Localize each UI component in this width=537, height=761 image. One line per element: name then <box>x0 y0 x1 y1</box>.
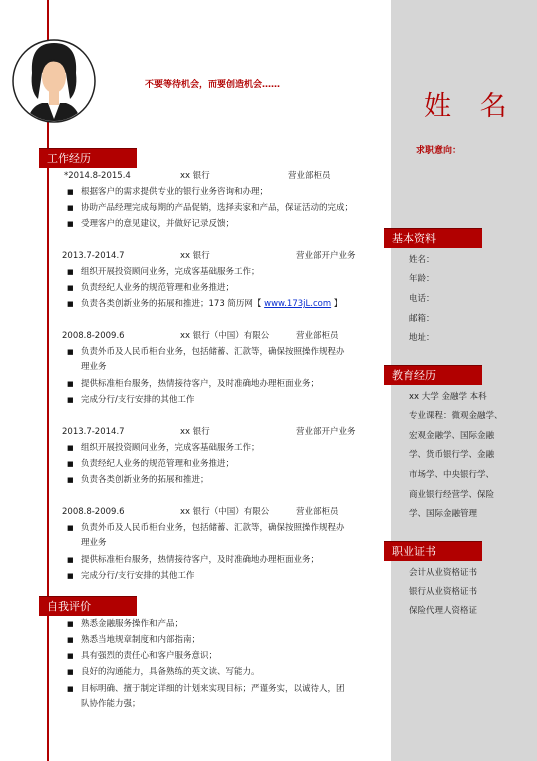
job-bullet: ■ 完成分行/支行安排的其他工作 <box>81 570 194 582</box>
job-bullet: ■ 负责各类创新业务的拓展和推进； <box>81 474 209 486</box>
job-bullet-continuation: 理业务 <box>81 362 107 372</box>
job-intention-label: 求职意向： <box>416 146 462 156</box>
self-eval-item: ■ 熟悉当地规章制度和内部指南； <box>81 634 200 646</box>
work-experience-heading: 工作经历 <box>39 148 137 168</box>
job-bullet: ■ 提供标准柜台服务，热情接待客户，及时准确地办理柜面业务； <box>81 554 319 566</box>
job-company: xx 银行 <box>180 427 210 437</box>
motto: 不要等待机会，而要创造机会…… <box>145 80 281 90</box>
self-eval-continuation: 队协作能力强； <box>81 699 141 709</box>
self-eval-item: ■ 熟悉金融服务操作和产品； <box>81 618 183 630</box>
education-line: 宏观金融学、国际金融 <box>409 431 495 441</box>
job-bullet: ■ 组织开展投资顾问业务，完成客基础服务工作； <box>81 442 260 454</box>
job-bullet: ■ 完成分行/支行安排的其他工作 <box>81 394 194 406</box>
education-line: 专业课程：微观金融学、 <box>409 411 503 421</box>
job-bullet: ■ 负责外币及人民币柜台业务，包括储蓄、汇款等，确保按照操作规程办 <box>81 346 345 358</box>
job-bullet: ■ 负责外币及人民币柜台业务，包括储蓄、汇款等，确保按照操作规程办 <box>81 522 345 534</box>
job-company: xx 银行（中国）有限公 <box>180 331 270 341</box>
job-date: 2013.7-2014.7 <box>62 427 125 437</box>
education-line: 商业银行经营学、保险 <box>409 490 495 500</box>
job-company: xx 银行（中国）有限公 <box>180 507 270 517</box>
job-bullet: ■ 负责经纪人业务的规范管理和业务推进； <box>81 458 234 470</box>
avatar <box>12 33 96 129</box>
education-line: 学、货币银行学、金融 <box>409 450 495 460</box>
job-bullet: ■ 协助产品经理完成每期的产品促销，选择卖家和产品，保证活动的完成； <box>81 202 353 214</box>
website-link[interactable]: www.173jL.com <box>264 299 332 309</box>
basic-email-label: 邮箱： <box>409 314 435 324</box>
job-company: xx 银行 <box>180 171 210 181</box>
job-bullet: ■ 组织开展投资顾问业务，完成客基础服务工作； <box>81 266 260 278</box>
job-title: 营业部开户业务 <box>296 251 356 261</box>
basic-address-label: 地址： <box>409 333 435 343</box>
self-evaluation-heading: 自我评价 <box>39 596 137 616</box>
education-line: 学、国际金融管理 <box>409 509 478 519</box>
self-eval-item: ■ 良好的沟通能力，具备熟练的英文读、写能力。 <box>81 666 260 678</box>
self-eval-item: ■ 具有强烈的责任心和客户服务意识； <box>81 650 217 662</box>
job-date: *2014.8-2015.4 <box>64 171 131 181</box>
job-title: 营业部开户业务 <box>296 427 356 437</box>
job-date: 2008.8-2009.6 <box>62 331 125 341</box>
basic-phone-label: 电话： <box>409 294 435 304</box>
certificate-item: 保险代理人资格证 <box>409 606 478 616</box>
job-company: xx 银行 <box>180 251 210 261</box>
self-eval-item: ■ 目标明确、擅于制定详细的计划来实现目标；严谨务实，以诚待人，团 <box>81 683 345 695</box>
job-bullet: ■ 根据客户的需求提供专业的银行业务咨询和办理； <box>81 186 268 198</box>
certificates-heading: 职业证书 <box>384 541 482 561</box>
job-bullet-continuation: 理业务 <box>81 538 107 548</box>
job-date: 2008.8-2009.6 <box>62 507 125 517</box>
job-title: 营业部柜员 <box>296 507 339 517</box>
certificate-item: 会计从业资格证书 <box>409 568 478 578</box>
job-bullet: ■ 负责经纪人业务的规范管理和业务推进； <box>81 282 234 294</box>
education-heading: 教育经历 <box>384 365 482 385</box>
job-title: 营业部柜员 <box>288 171 331 181</box>
certificate-item: 银行从业资格证书 <box>409 587 478 597</box>
job-bullet: ■ 受理客户的意见建议，并做好记录反馈； <box>81 218 234 230</box>
education-line: 市场学、中央银行学、 <box>409 470 495 480</box>
job-title: 营业部柜员 <box>296 331 339 341</box>
basic-age-label: 年龄： <box>409 274 435 284</box>
job-bullet: ■ 负责各类创新业务的拓展和推进；173 简历网【 www.173jL.com 】 <box>81 298 342 310</box>
education-line: xx 大学 金融学 本科 <box>409 392 487 402</box>
job-date: 2013.7-2014.7 <box>62 251 125 261</box>
basic-info-heading: 基本资料 <box>384 228 482 248</box>
basic-name-label: 姓名： <box>409 255 435 265</box>
candidate-name: 姓 名 <box>424 91 517 122</box>
job-bullet: ■ 提供标准柜台服务，热情接待客户，及时准确地办理柜面业务； <box>81 378 319 390</box>
